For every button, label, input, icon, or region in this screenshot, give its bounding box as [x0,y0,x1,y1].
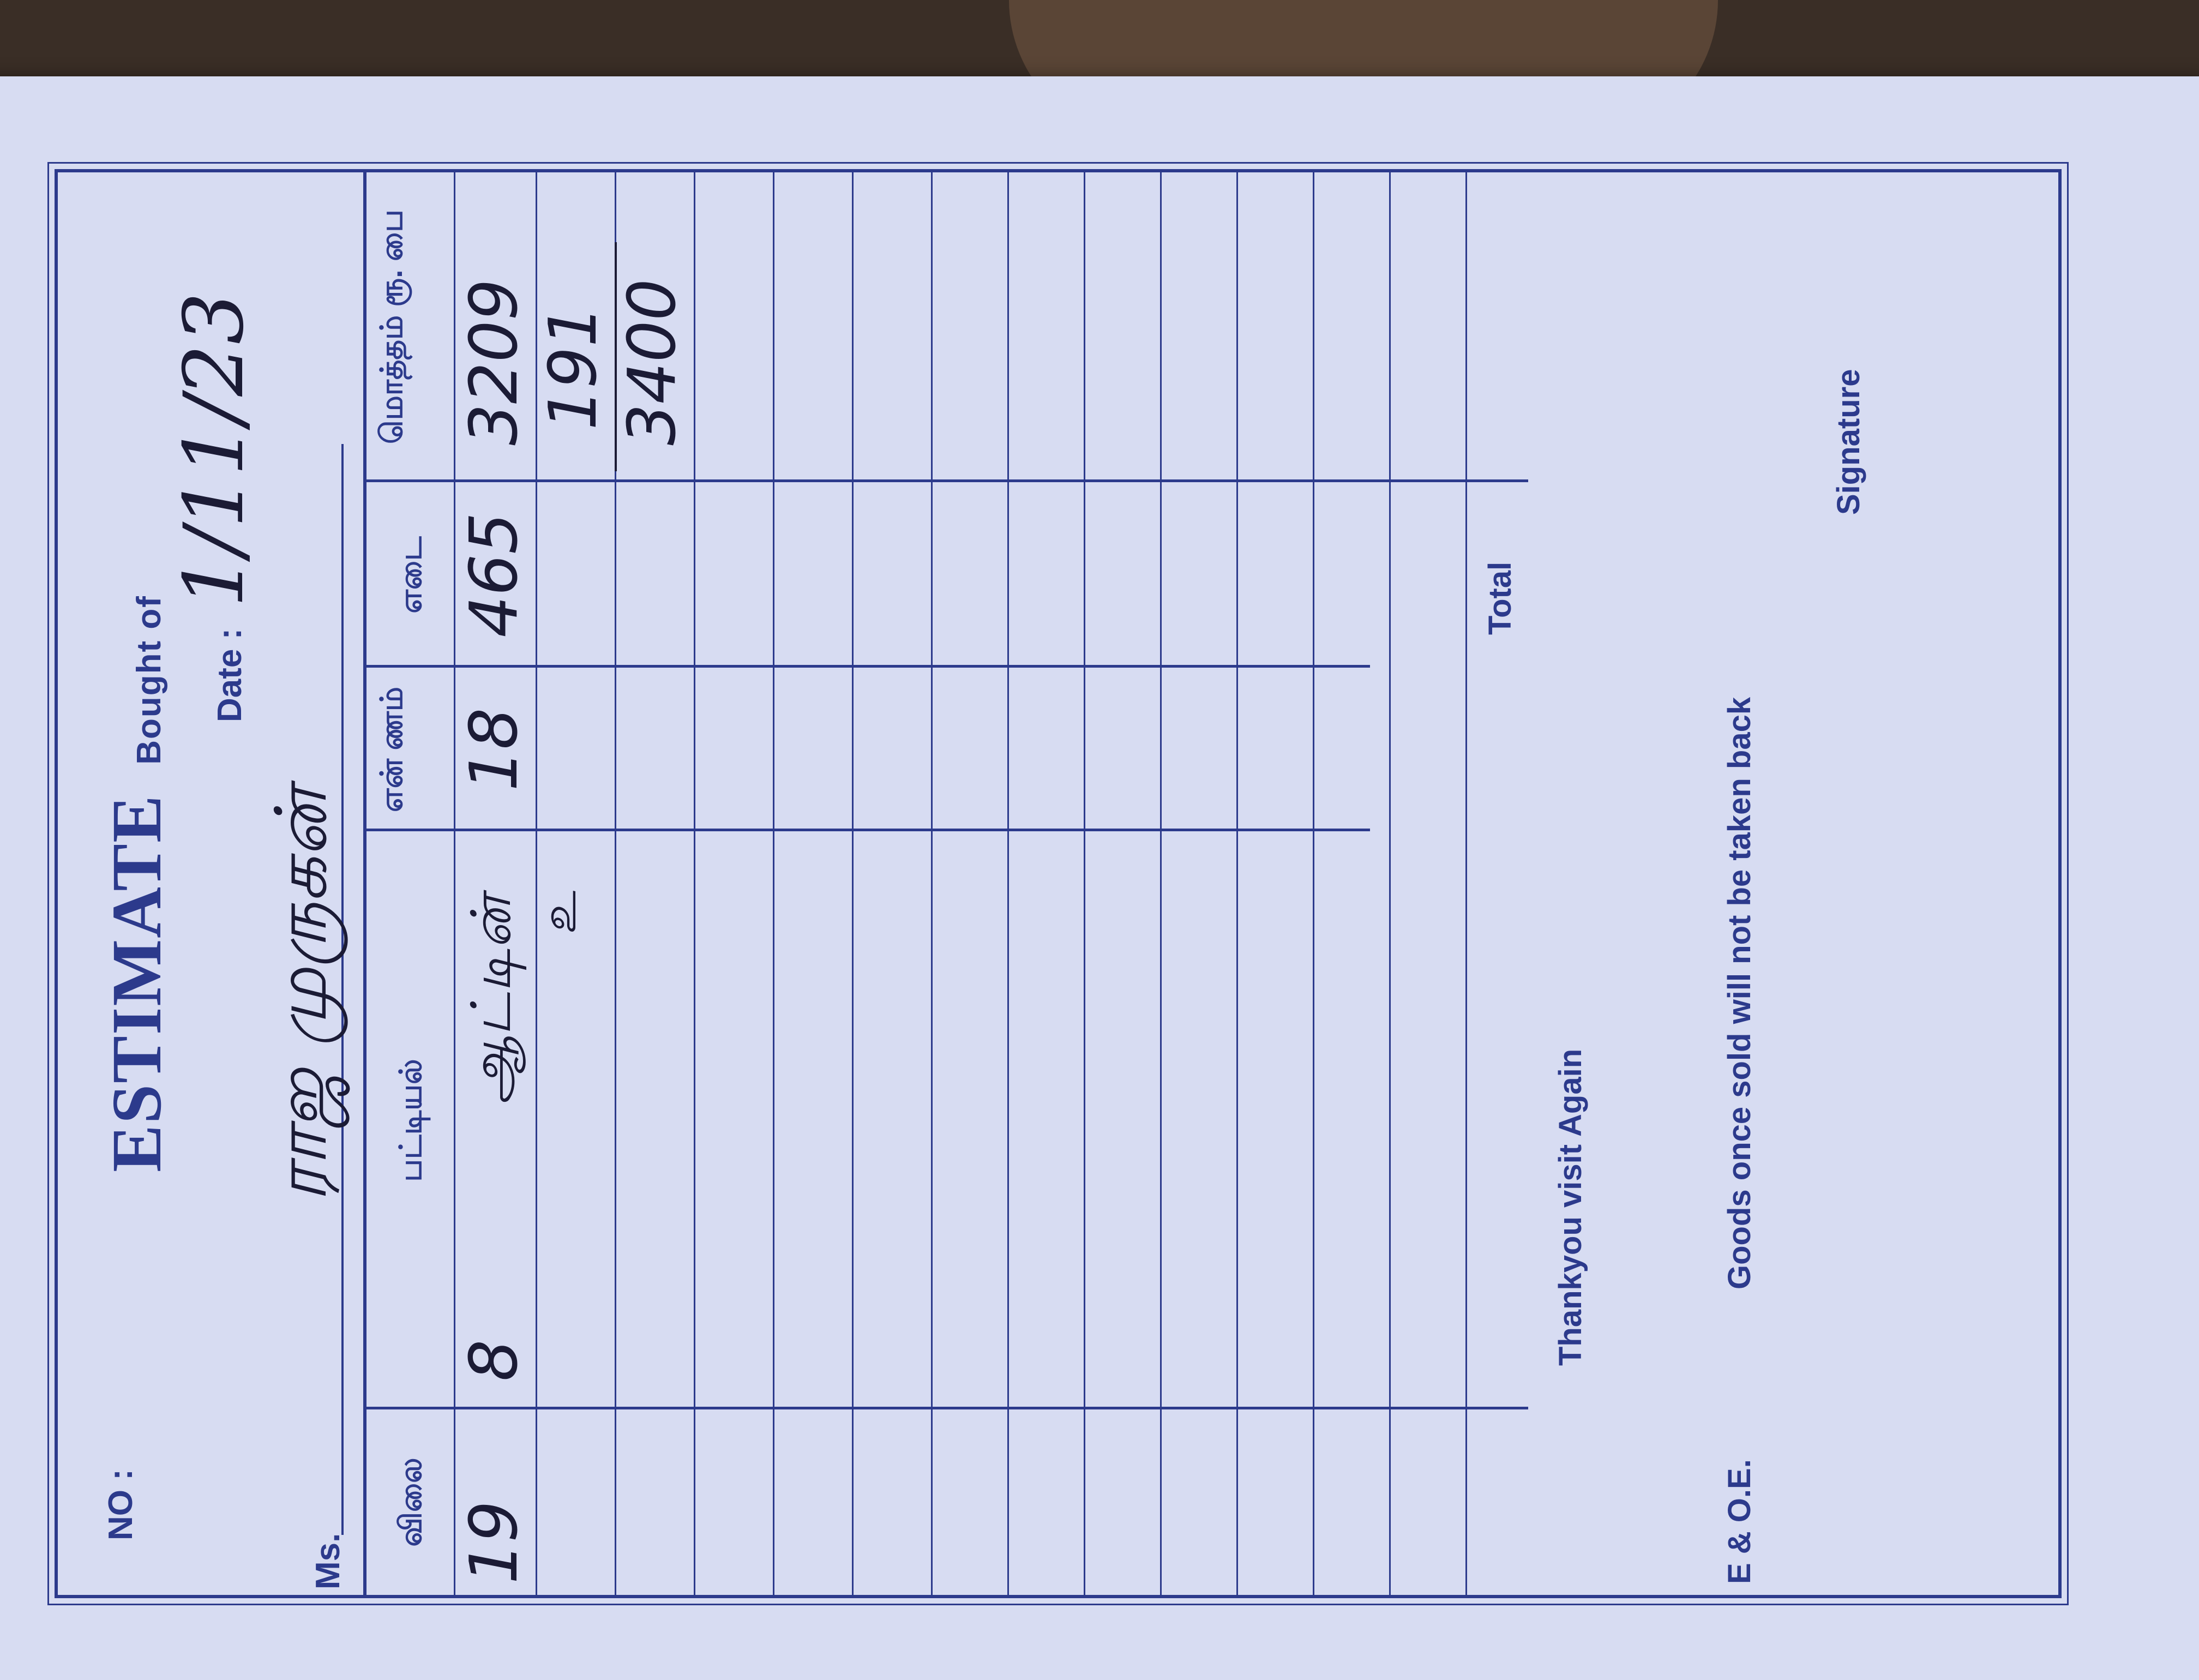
thanks-text: Thankyou visit Again [1553,1048,1588,1366]
table-row [931,172,1009,1595]
col-items: பட்டியல் [393,1059,428,1182]
column-divider [366,665,1370,668]
title: ESTIMATE [98,794,176,1172]
amount-addition: 191 [536,305,611,430]
title-line [96,172,178,1595]
ms-label: Ms. [309,1533,347,1589]
qty-note: 8 [456,1339,532,1382]
table-row [852,172,933,1595]
table-row [694,172,774,1595]
rate-value: 19 [456,1501,532,1584]
column-divider [366,1407,1528,1409]
header [58,172,385,1595]
item-note: உ [530,891,587,935]
goods-note: Goods once sold will not be taken back [1722,697,1757,1289]
table-row [1236,172,1314,1595]
estimate-slip [0,76,2199,1680]
amount-value: 3209 [456,279,532,446]
table-row [773,172,854,1595]
date-label: Date : [211,628,249,722]
table-row [1084,172,1162,1595]
subtitle: Bought of [130,595,168,765]
table-row [1389,172,1467,1595]
customer-name: ராஜ முருகன் [260,788,343,1202]
column-divider [366,829,1370,831]
signature-label: Signature [1831,369,1866,515]
eoe-text: E & O.E. [1722,1459,1757,1584]
table-row [1007,172,1085,1595]
col-amount: மொத்தம் ரூ. பை [374,209,408,444]
table-row [1160,172,1238,1595]
no-label: NO : [102,1469,140,1540]
column-divider [366,479,1528,482]
total-label: Total [1482,561,1518,635]
col-weight: எடை [393,536,428,614]
estimate-form [55,169,2062,1598]
table-row [1313,172,1391,1595]
items-table [363,172,1528,1595]
date-value: 1/11/23 [167,292,262,608]
col-count: என் ணம் [374,687,408,812]
amount-total: 3400 [615,279,690,446]
col-rate: விலை [393,1457,428,1547]
count-value: 18 [456,707,532,791]
item-name: ஆட்டின் [459,896,523,1105]
weight-value: 465 [456,512,532,638]
